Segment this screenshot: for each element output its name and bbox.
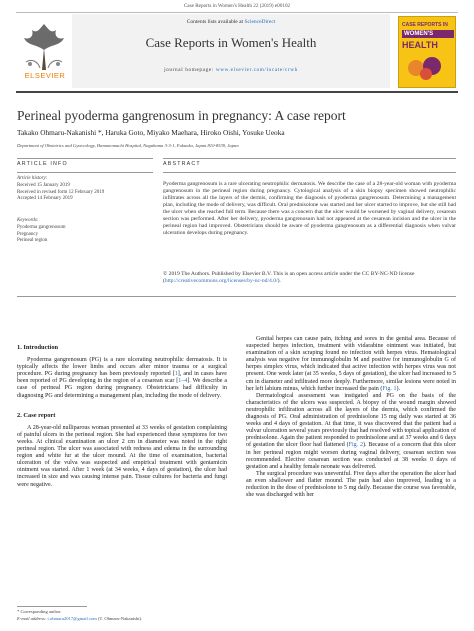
received-date: Received 15 January 2019 xyxy=(17,182,70,188)
paragraph-text: Genital herpes can cause pain, itching and sores in the genital area. Because of suspected herpes infection, treatment with vidarabine ointment was initiated, but examination of a skin scraping found no infection with herpes virus. Hematological analysis was negative for immunoglobulin M and positive for immunoglobulin G of herpes simplex virus, which indicated that active infection with herpes virus was not present. One week later (at 35 weeks, 5 days of gestation), the ulcer had increased to 5 cm in diameter and infiltrated more deeply. Furthermore, similar lesions were noted in her left labium minus, which further increased the pain ( xyxy=(246,336,456,392)
email-name: (T. Ohmaru-Nakanishi). xyxy=(98,616,143,621)
cover-artwork xyxy=(406,54,446,82)
intro-text: ]. We describe a case of perineal PG region during pregnancy. Obstetricians had difficulty in diagnosing PG and determining a management plan, including the mode of delivery. xyxy=(17,378,227,399)
article-history xyxy=(17,176,153,203)
paragraph-text: ). Because of a concern that this ulcer in her perineal region might worsen during vaginal delivery, cesarean section was recommended. Elective cesarean section was conducted at 38 weeks 0 days of gestation and a healthy female neonate was delivered. xyxy=(246,442,457,470)
email-link[interactable]: t.ohmaru2017@gmail.com xyxy=(47,616,97,621)
abstract-rule-top xyxy=(163,158,456,159)
email-label: E-mail address: xyxy=(17,616,47,621)
article-info-rule-top xyxy=(17,158,153,159)
abstract-rule xyxy=(163,172,456,173)
accepted-date: Accepted 14 February 2019 xyxy=(17,196,73,202)
contents-line xyxy=(72,19,390,25)
publisher-name: ELSEVIER xyxy=(24,71,66,80)
ref-link[interactable]: 1–4 xyxy=(178,378,188,385)
email-note xyxy=(17,616,237,621)
revised-date: Received in revised form 12 February 2019 xyxy=(17,189,105,195)
history-label: Article history: xyxy=(17,176,48,181)
figure-link[interactable]: Fig. 1 xyxy=(382,385,397,392)
body-right-column xyxy=(246,336,456,499)
cover-line1: CASE REPORTS IN xyxy=(402,22,448,28)
intro-text: ], and in cases have been reported of PG developing in the region of a cesarean scar [ xyxy=(17,371,227,385)
cover-line2: WOMEN'S xyxy=(402,30,454,38)
keyword: Pyoderma gangrenosum xyxy=(17,224,66,230)
article-title: Perineal pyoderma gangrenosum in pregnancy: A case report xyxy=(17,108,346,123)
license-close: ). xyxy=(277,278,281,285)
ref-link[interactable]: 1 xyxy=(174,371,178,378)
surgery-paragraph: The surgical procedure was uneventful. Five days after the operation the ulcer had an even shallower and flatter mound. The pain had also improved, leading to a reduction in the dose of prednisolone to 5 mg daily. Because the course was favorable, she was discharged with her xyxy=(246,470,456,499)
article-info-heading: ARTICLE INFO xyxy=(17,161,68,167)
journal-citation: Case Reports in Women's Health 22 (2019) e00102 xyxy=(183,3,291,9)
license-link[interactable]: http://creativecommons.org/licenses/by-nc-nd/4.0/ xyxy=(164,278,278,285)
affiliation: Department of Obstetrics and Gynecology, Hamanomachi Hospital, Nagahama 3-3-1, Fukuoka, Japan 810-8539, Japan xyxy=(17,143,239,148)
section-heading-case-report: 2. Case report xyxy=(17,411,56,419)
abstract-bottom-rule xyxy=(17,296,456,297)
body-left-column xyxy=(17,344,227,489)
paragraph-text: ). xyxy=(396,385,401,392)
assessment-paragraph xyxy=(246,393,456,471)
herpes-paragraph xyxy=(246,336,456,393)
sciencedirect-link[interactable]: ScienceDirect xyxy=(244,19,276,25)
intro-text: Pyoderma gangrenosum (PG) is a rare ulcerating neutrophilic dermatosis. It is typically affects the lower limbs and occurs after minor trauma or a surgical procedure. PG during pregnancy has been previously reported [ xyxy=(17,357,227,378)
header-center-panel xyxy=(72,14,390,88)
keyword: Pregnancy xyxy=(17,231,39,237)
homepage-prefix: journal homepage: xyxy=(164,67,214,73)
section-heading-introduction: 1. Introduction xyxy=(17,344,59,351)
keywords-block xyxy=(17,218,153,245)
figure-link[interactable]: Fig. 2 xyxy=(348,442,363,449)
abstract-heading: ABSTRACT xyxy=(163,161,201,167)
elsevier-tree-logo xyxy=(18,18,70,72)
cover-line3: HEALTH xyxy=(402,40,438,50)
case-paragraph: A 28-year-old nulliparous woman presented at 33 weeks of gestation complaining of painful ulcers in the perineal region. She had experienced these symptoms for two weeks. At clinical examination an ulcer 2 cm in diameter was noted in the right perineal region. The ulcer was associated with redness and edema in the surrounding region and white fur at the ulcer mound. At the time of examination, bacterial ulceration of the vulva was suspected and empirical treatment with gentamicin ointment was started. After 1 week (at 34 weeks, 4 days of gestation), the ulcer had increased in size and was causing intense pain. Tissue cultures for bacteria and fungi were negative. xyxy=(17,424,227,488)
corresponding-author-note: * Corresponding author. xyxy=(17,609,62,614)
article-info-rule xyxy=(17,172,153,173)
intro-paragraph xyxy=(17,357,227,400)
journal-homepage xyxy=(72,67,390,73)
license-text: © 2019 The Authors. Published by Elsevier B.V. This is an open access article under the CC BY-NC-ND license ( xyxy=(163,271,415,285)
license-statement xyxy=(163,271,456,285)
journal-title: Case Reports in Women's Health xyxy=(145,35,317,50)
contents-prefix: Contents lists available at xyxy=(186,19,244,25)
author-list: Takako Ohmaru-Nakanishi *, Haruka Goto, Miyako Maehara, Hiroko Oishi, Yosuke Ueoka xyxy=(17,128,285,137)
abstract-text: Pyoderma gangrenosum is a rare ulcerating neutrophilic dermatosis. We describe the case of a 28-year-old woman with pyoderma gangrenosum in the perineal region during pregnancy. Cytological analysis of a skin biopsy specimen showed neutrophilic infiltrates across all the layers of the dermis, confirming the diagnosis of pyoderma gangrenosum. Determining a management plan, including the mode of delivery, was difficult. Oral prednisolone was started and her ulcer started to improve, but she still had the ulcer when she reached full term. Because there was a concern that the ulcer would be worsened by vaginal delivery, cesarean section was performed. After her delivery, pyoderma gangrenosum had not appeared at the cesarean incision and the ulcer in the perineal region had improved. Obstetricians should be aware of pyoderma gangrenosum as a differential diagnosis when vulvar ulceration develops during pregnancy. xyxy=(163,181,456,237)
keywords-label: Keywords: xyxy=(17,218,39,223)
paragraph-text: Dermatological assessment was instigated and PG on the basis of the characteristics of the ulcers was suspected. A biopsy of the wound margin showed neutrophilic infiltration across all the layers of the dermis, which confirmed the diagnosis of PG. Oral administration of prednisolone 15 mg daily was started at 36 weeks and 4 days of gestation. At that time, it was discovered that the patient had a vulvar ulceration several years previously that had resolved with topical application of prednisolone. Again the patient responded to prednisolone and at 37 weeks and 6 days of gestation the ulcer floor had flattened ( xyxy=(246,392,456,449)
homepage-link[interactable]: www.elsevier.com/locate/crwh xyxy=(215,67,298,73)
footnote-rule xyxy=(17,606,87,607)
keyword: Perineal region xyxy=(17,238,48,244)
